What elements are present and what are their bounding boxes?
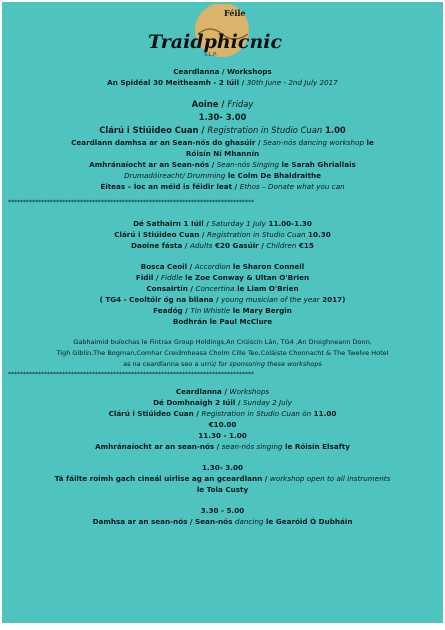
sec2-prices: Daoine fásta / Adults €20 Gasúir / Children €15 bbox=[131, 241, 314, 250]
divider-stars-1: ********************************************************************************** bbox=[8, 199, 254, 206]
sec3-time-3: 3.30 - 5.00 bbox=[200, 506, 245, 515]
sec3-registration: Clárú i Stiúideo Cuan / Registration in Studio Cuan ón 11.00 bbox=[108, 409, 337, 418]
sec1-time: 1.30- 3.00 bbox=[198, 112, 247, 122]
sec3-time-1: 11.30 - 1.00 bbox=[198, 431, 247, 440]
sec3-day: Dé Domhnaigh 2 Iúil / Sunday 2 July bbox=[153, 398, 292, 407]
sec2-tg4: ( TG4 - Ceoltóir óg na bliana / young musician of the year 2017) bbox=[99, 295, 346, 304]
schedule bbox=[2, 66, 443, 527]
sponsors-line-2: Tigh Giblin,The Bogman,Comhar Creidmheasa Cholm Cille Teo,Coláiste Chonnacht & The Twelve Hotel bbox=[56, 349, 389, 357]
sec1-drumming: Drumadóireacht/ Drumming le Colm De Bhaldraithe bbox=[123, 171, 322, 180]
sec3-singing: Amhránaíocht ar an sean-nós / sean-nós singing le Róisín Elsafty bbox=[95, 442, 350, 451]
sec3-dancing: Damhsa ar an sean-nós / Sean-nós dancing le Gearóid Ó Dubháin bbox=[92, 517, 353, 526]
sec3-price: €10.00 bbox=[208, 420, 237, 429]
sec1-title: Ceardlanna / Workshops bbox=[173, 67, 272, 76]
sec1-singing: Amhránaíocht ar an Sean-nós / Sean-nós Singing le Sarah Ghriallais bbox=[89, 160, 356, 169]
sec1-registration: Clárú i Stiúideo Cuan / Registration in Studio Cuan 1.00 bbox=[99, 125, 346, 135]
sec2-bodhran: Bodhrán le Paul McClure bbox=[172, 317, 273, 326]
logo-sub-text: S.L.P. bbox=[204, 52, 217, 58]
sec2-concertina: Consairtín / Concertina le Liam O'Brien bbox=[146, 284, 299, 293]
sec3-time-2: 1.30- 3.00 bbox=[202, 463, 243, 472]
logo-top-text: Féile bbox=[224, 8, 246, 18]
sec1-dance-workshop: Ceardlann damhsa ar an Sean-nós do ghasúir / Sean-nós dancing workshop le bbox=[71, 138, 374, 147]
poster bbox=[2, 2, 443, 623]
logo-graphic bbox=[140, 4, 306, 60]
logo-main-text: Traidphicnic bbox=[148, 31, 283, 53]
sponsors-line-1: Gabhaimid buíochas le Fintrax Group Holdings,An Crúiscín Lán, TG4 ,An Droighneann Donn, bbox=[73, 338, 372, 346]
festival-logo bbox=[140, 4, 306, 60]
sec1-ethos: Éiteas – Íoc an méid is féidir leat / Ethos – Donate what you can bbox=[100, 182, 345, 191]
divider-stars-2: ********************************************************************************** bbox=[8, 371, 254, 378]
sec2-accordion: Bosca Ceoil / Accordion le Sharon Connell bbox=[140, 262, 305, 271]
sponsors-line-3: as na ceardlanna seo a urrú/ for sponsoring these workshops bbox=[123, 360, 322, 368]
sec3-title: Ceardlanna / Workshops bbox=[175, 387, 270, 396]
sec2-day: Dé Sathairn 1 Iúil / Saturday 1 July 11.00-1.30 bbox=[133, 219, 312, 228]
sec1-day: Aoine / Friday bbox=[191, 99, 254, 109]
sec2-whistle: Feadóg / Tin Whistle le Mary Bergin bbox=[153, 306, 292, 315]
sec3-instruments-tutor: le Tola Custy bbox=[196, 485, 249, 494]
sec3-instruments: Tá fáilte roimh gach cineál uirlise ag an gceardlann / workshop open to all instruments bbox=[54, 474, 391, 483]
sec2-registration: Clárú i Stiúideo Cuan / Registration in Studio Cuan 10.30 bbox=[114, 230, 331, 239]
sec1-dance-tutor: Róisín Ní Mhannín bbox=[185, 149, 260, 158]
sec2-fiddle: Fidil / Fiddle le Zoe Conway & Ultan O'Brien bbox=[135, 273, 310, 282]
sec1-dates: An Spidéal 30 Meitheamh - 2 Iúil / 30th June - 2nd July 2017 bbox=[107, 78, 338, 87]
